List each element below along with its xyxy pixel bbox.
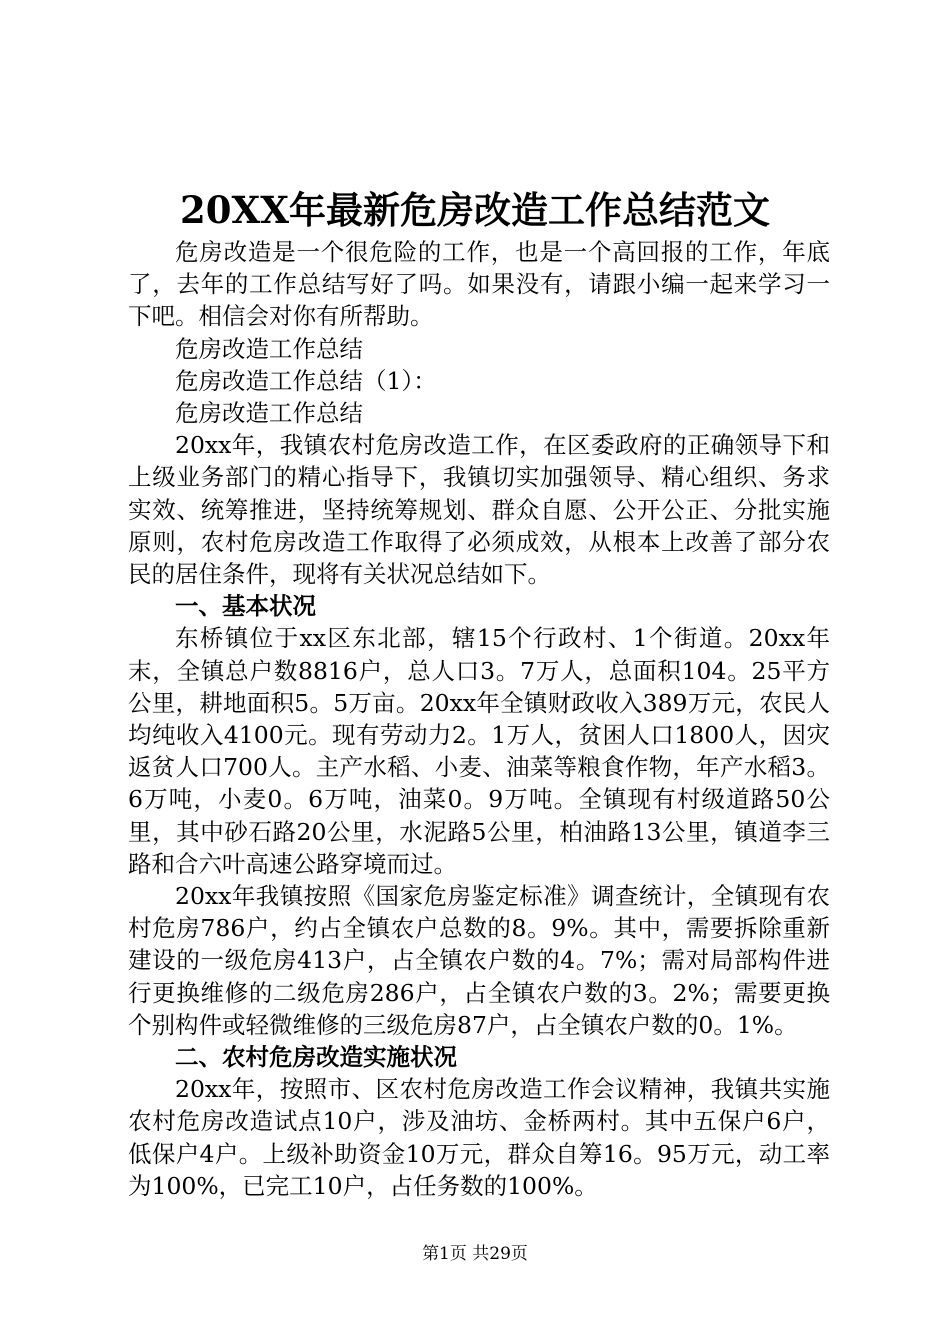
subtitle-line: 危房改造工作总结 (175, 399, 363, 428)
body-paragraph: 东桥镇位于xx区东北部，辖15个行政村、1个街道。20xx年末，全镇总户数8816户，总人口3。7万人，总面积104。25平方公里，耕地面积5。5万亩。20xx年全镇财政收入389万元，农民人均纯收入4100元。现有劳动力2。1万人，贫困人口1800人，因灾返贫人口700人。主产水稻、小麦、油菜等粮食作物，年产水稻3。6万吨，小麦0。6万吨，油菜0。9万吨。全镇现有村级道路50公里，其中砂石路20公里，水泥路5公里，柏油路13公里，镇道李三路和合六叶高速公路穿境而过。 (128, 624, 830, 878)
subtitle-line: 危房改造工作总结 (175, 334, 363, 363)
section-heading: 二、农村危房改造实施状况 (175, 1043, 457, 1072)
intro-paragraph: 危房改造是一个很危险的工作，也是一个高回报的工作，年底了，去年的工作总结写好了吗。如果没有，请跟小编一起来学习一下吧。相信会对你有所帮助。 (128, 238, 830, 331)
subtitle-line: 危房改造工作总结（1）： (175, 366, 437, 395)
document-title: 20XX年最新危房改造工作总结范文 (180, 188, 770, 232)
body-paragraph: 20xx年，按照市、区农村危房改造工作会议精神，我镇共实施农村危房改造试点10户，涉及油坊、金桥两村。其中五保户6户，低保户4户。上级补助资金10万元，群众自筹16。95万元，动工率为100%，已完工10户，占任务数的100%。 (128, 1075, 830, 1200)
body-paragraph: 20xx年我镇按照《国家危房鉴定标准》调查统计，全镇现有农村危房786户，约占全镇农户总数的8。9%。其中，需要拆除重新建设的一级危房413户，占全镇农户数的4。7%；需对局部构件进行更换维修的二级危房286户，占全镇农户数的3。2%；需要更换个别构件或轻微维修的三级危房87户，占全镇农户数的0。1%。 (128, 882, 830, 1039)
page-number-footer: 第1页 共29页 (422, 1244, 528, 1264)
section-heading: 一、基本状况 (175, 592, 316, 621)
body-paragraph: 20xx年，我镇农村危房改造工作，在区委政府的正确领导下和上级业务部门的精心指导下，我镇切实加强领导、精心组织、务求实效、统筹推进，坚持统筹规划、群众自愿、公开公正、分批实施原则，农村危房改造工作取得了必须成效，从根本上改善了部分农民的居住条件，现将有关状况总结如下。 (128, 431, 830, 589)
document-body (128, 236, 830, 1202)
